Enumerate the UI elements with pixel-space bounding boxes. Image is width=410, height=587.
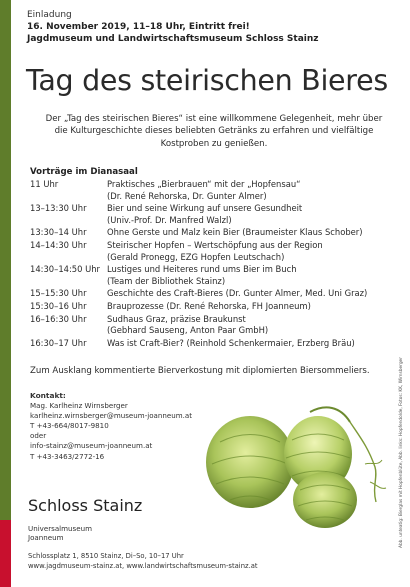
photo-credit-text: Abb. unteatig: Bierglas mit Hopfenblüte, Abb. links: Hopfendolde, Fotos: KK, Wirnsberger (399, 357, 404, 548)
talk-row (30, 264, 402, 287)
intro-text (30, 113, 398, 150)
intro-line: Der „Tag des steirischen Bieres“ ist eine willkommene Gelegenheit, mehr über (45, 114, 383, 124)
talk-line: Lustiges und Heiteres rund ums Bier im Buch (107, 264, 297, 275)
talk-line: Steirischer Hopfen – Wertschöpfung aus der Region (107, 239, 323, 250)
talk-time: 14–14:30 Uhr (30, 239, 87, 250)
talk-description (107, 179, 402, 202)
talk-time: 15:30–16 Uhr (30, 300, 87, 311)
photo-credit (398, 300, 406, 550)
hop-cone-large (206, 416, 294, 508)
brand-sub (28, 524, 142, 542)
hop-cones-image (200, 392, 390, 532)
hop-cones-svg (200, 392, 390, 532)
talk-time: 15–15:30 Uhr (30, 288, 87, 299)
talks-heading: Vorträge im Dianasaal (30, 167, 138, 177)
talk-description (107, 203, 402, 226)
talk-description (107, 338, 402, 350)
brand-sub-line-2: Joanneum (28, 533, 64, 542)
talk-row (30, 227, 402, 239)
talk-line: Was ist Craft-Bier? (Reinhold Schenkermaier, Erzberg Bräu) (107, 337, 355, 348)
contact-or: oder (30, 431, 47, 441)
talk-time: 13–13:30 Uhr (30, 203, 87, 214)
talk-time: 16–16:30 Uhr (30, 313, 87, 324)
talk-row (30, 338, 402, 350)
talk-row (30, 288, 402, 300)
event-venue: Jagdmuseum und Landwirtschaftsmuseum Schloss Stainz (27, 34, 319, 44)
talk-line: (Gerald Pronegg, EZG Hopfen Leutschach) (107, 251, 285, 262)
talk-row (30, 301, 402, 313)
brand-block (28, 496, 142, 542)
talk-row (30, 179, 402, 202)
talk-line: Praktisches „Bierbrauen“ mit der „Hopfensau“ (107, 179, 301, 189)
left-bar-green (0, 0, 11, 520)
talk-description (107, 301, 402, 313)
contact-phone: T +43-664/8017-9810 (30, 421, 109, 431)
talk-time: 14:30–14:50 Uhr (30, 264, 101, 275)
talk-line: (Dr. René Rehorska, Dr. Gunter Almer) (107, 190, 267, 201)
brand-sub-line-1: Universalmuseum (28, 524, 93, 533)
talks-schedule (30, 179, 402, 350)
talk-description (107, 264, 402, 287)
contact-info-email-link[interactable]: info-stainz@museum-joanneum.at (30, 441, 153, 451)
talk-description (107, 288, 402, 300)
intro-line: die Kulturgeschichte dieses beliebten Getränks zu erfahren und vielfältige (54, 126, 374, 137)
left-color-bar (0, 0, 11, 587)
talk-description (107, 240, 402, 263)
talk-row (30, 314, 402, 337)
header (27, 9, 397, 45)
page-title: Tag des steirischen Bieres (26, 64, 388, 97)
hop-cone-bottom (293, 472, 357, 528)
contact-email-link[interactable]: karlheinz.wirnsberger@museum-joanneum.at (30, 411, 193, 421)
talk-row (30, 240, 402, 263)
closing-text: Zum Ausklang kommentierte Bierverkostung mit diplomierten Biersommeliers. (30, 366, 370, 376)
contact-name: Mag. Karlheinz Wirnsberger (30, 401, 128, 411)
talk-row (30, 203, 402, 226)
talk-line: Sudhaus Graz, präzise Braukunst (107, 313, 246, 324)
talk-time: 11 Uhr (30, 179, 59, 189)
intro-line: Kostproben zu genießen. (160, 138, 268, 149)
contact-phone-2: T +43-3463/2772-16 (30, 451, 105, 461)
contact-heading: Kontakt: (30, 391, 66, 400)
talk-line: (Team der Bibliothek Stainz) (107, 275, 226, 286)
talk-description (107, 227, 402, 239)
footer-address: Schlossplatz 1, 8510 Stainz, Di–So, 10–17 Uhr (28, 552, 184, 560)
talk-line: (Gebhard Sauseng, Anton Paar GmbH) (107, 325, 269, 336)
talk-line: (Univ.-Prof. Dr. Manfred Walzl) (107, 214, 232, 225)
talk-line: Bier und seine Wirkung auf unsere Gesundheit (107, 203, 303, 214)
contact-block (30, 391, 220, 462)
footer (28, 551, 258, 571)
talk-time: 16:30–17 Uhr (30, 337, 87, 348)
talk-description (107, 314, 402, 337)
left-bar-red (0, 520, 11, 587)
footer-websites[interactable]: www.jagdmuseum-stainz.at, www.landwirtschaftsmuseum-stainz.at (28, 562, 258, 570)
talk-time: 13:30–14 Uhr (30, 227, 87, 238)
invitation-label: Einladung (27, 10, 72, 20)
event-date: 16. November 2019, 11–18 Uhr, Eintritt frei! (27, 22, 250, 32)
brand-name: Schloss Stainz (28, 496, 143, 515)
talk-line: Ohne Gerste und Malz kein Bier (Braumeister Klaus Schober) (107, 227, 363, 238)
talk-line: Geschichte des Craft-Bieres (Dr. Gunter Almer, Med. Uni Graz) (107, 288, 368, 299)
talk-line: Brauprozesse (Dr. René Rehorska, FH Joanneum) (107, 300, 311, 311)
